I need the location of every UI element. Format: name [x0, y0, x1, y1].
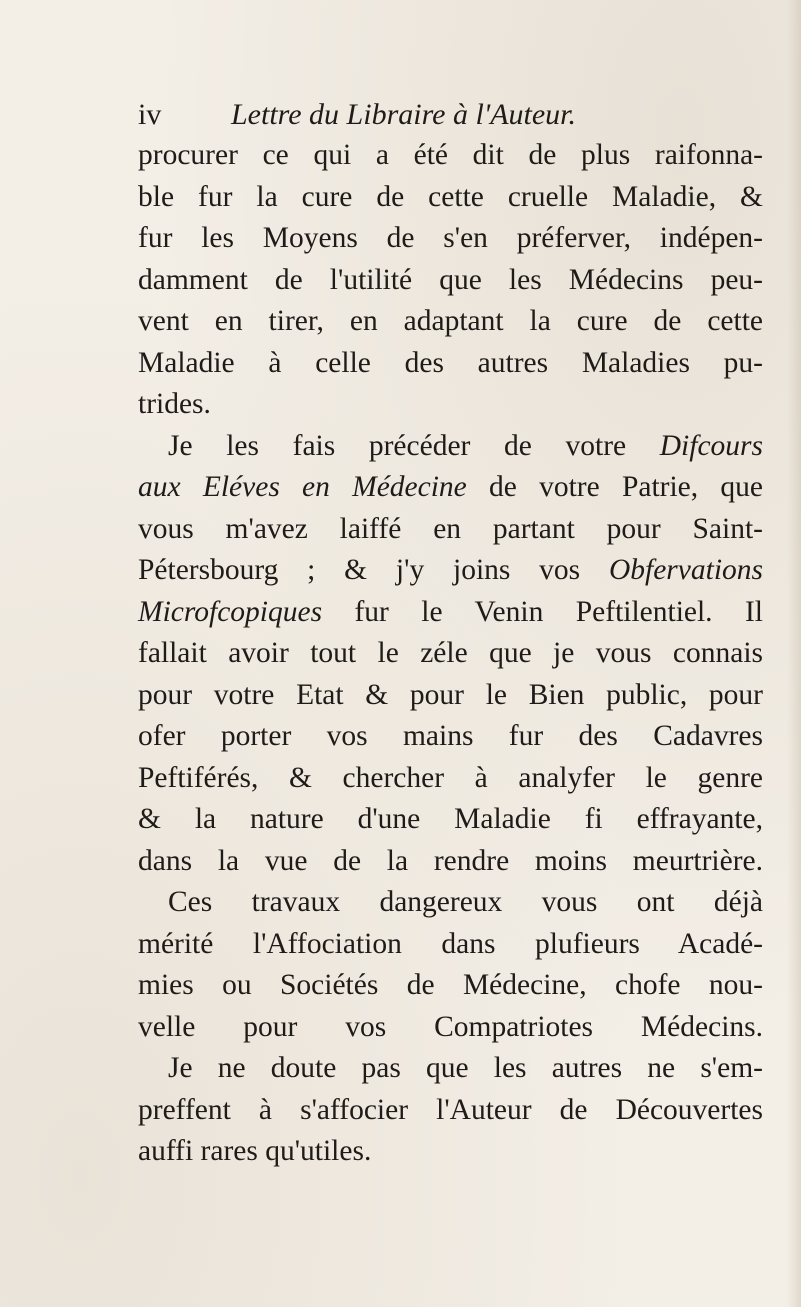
text-span: velle pour vos Compatriotes Médecins.	[138, 1010, 763, 1043]
text-span: mies ou Sociétés de Médecine, chofe nou-	[138, 969, 763, 1001]
text-line	[138, 301, 763, 343]
text-line	[138, 758, 763, 800]
text-line	[138, 550, 763, 592]
text-span: trides.	[138, 388, 211, 420]
text-line	[138, 965, 763, 1007]
text-span: damment de l'utilité que les Médecins peu-	[138, 263, 763, 296]
text-line	[138, 633, 763, 675]
text-span: fallait avoir tout le zéle que je vous connais	[138, 637, 763, 669]
running-title: Lettre du Libraire à l'Auteur.	[231, 98, 577, 131]
text-line	[138, 1007, 763, 1049]
text-line	[138, 799, 763, 841]
italic-text: Microfcopiques	[138, 595, 323, 628]
text-line	[138, 384, 763, 426]
text-line	[138, 260, 763, 302]
text-span: Peftiférés, & chercher à analyfer le genre	[138, 761, 763, 794]
text-span: Maladie à celle des autres Maladies pu-	[138, 346, 763, 379]
text-span: & la nature d'une Maladie fi effrayante,	[138, 803, 763, 835]
text-line	[138, 716, 763, 758]
text-span: pour votre Etat & pour le Bien public, pour	[138, 678, 763, 711]
text-span: fur le Venin Peftilentiel. Il	[322, 595, 763, 628]
italic-text: Obfervations	[608, 554, 763, 586]
text-span: vous m'avez laiffé en partant pour Saint-	[138, 512, 763, 545]
text-line	[138, 218, 763, 260]
text-span: auffi rares qu'utiles.	[138, 1135, 372, 1167]
text-span: Je les fais précéder de votre	[168, 429, 660, 462]
text-line	[138, 1048, 763, 1090]
text-span: Pétersbourg ; & j'y joins vos	[138, 554, 609, 586]
text-span: preffent à s'affocier l'Auteur de Découvertes	[138, 1093, 763, 1126]
page-edge-shadow	[787, 0, 801, 1307]
text-line	[138, 675, 763, 717]
text-span: vent en tirer, en adaptant la cure de cette	[138, 305, 763, 337]
text-line	[138, 1131, 763, 1173]
text-line	[138, 924, 763, 966]
text-span: mérité l'Affociation dans plufieurs Acadé-	[138, 927, 763, 960]
text-span: procurer ce qui a été dit de plus raifonna-	[138, 139, 763, 171]
text-span: fur les Moyens de s'en préferver, indépen-	[138, 222, 763, 254]
italic-text: Difcours	[659, 429, 763, 462]
text-line	[138, 467, 763, 509]
running-header	[138, 95, 658, 135]
body-text	[138, 135, 763, 1173]
text-span: Ces travaux dangereux vous ont déjà	[168, 886, 763, 918]
text-line	[138, 426, 763, 468]
page-number: iv	[138, 98, 162, 131]
text-span: de votre Patrie, que	[466, 471, 763, 503]
text-span: Je ne doute pas que les autres ne s'em-	[168, 1052, 763, 1084]
text-line	[138, 882, 763, 924]
text-line	[138, 177, 763, 219]
text-line	[138, 592, 763, 634]
text-line	[138, 1090, 763, 1132]
italic-text: aux Eléves en Médecine	[138, 471, 467, 503]
text-span: ble fur la cure de cette cruelle Maladie, &	[138, 180, 763, 213]
text-line	[138, 841, 763, 883]
text-span: dans la vue de la rendre moins meurtrière.	[138, 844, 763, 877]
text-line	[138, 509, 763, 551]
text-line	[138, 135, 763, 177]
text-span: ofer porter vos mains fur des Cadavres	[138, 720, 763, 752]
text-line	[138, 343, 763, 385]
